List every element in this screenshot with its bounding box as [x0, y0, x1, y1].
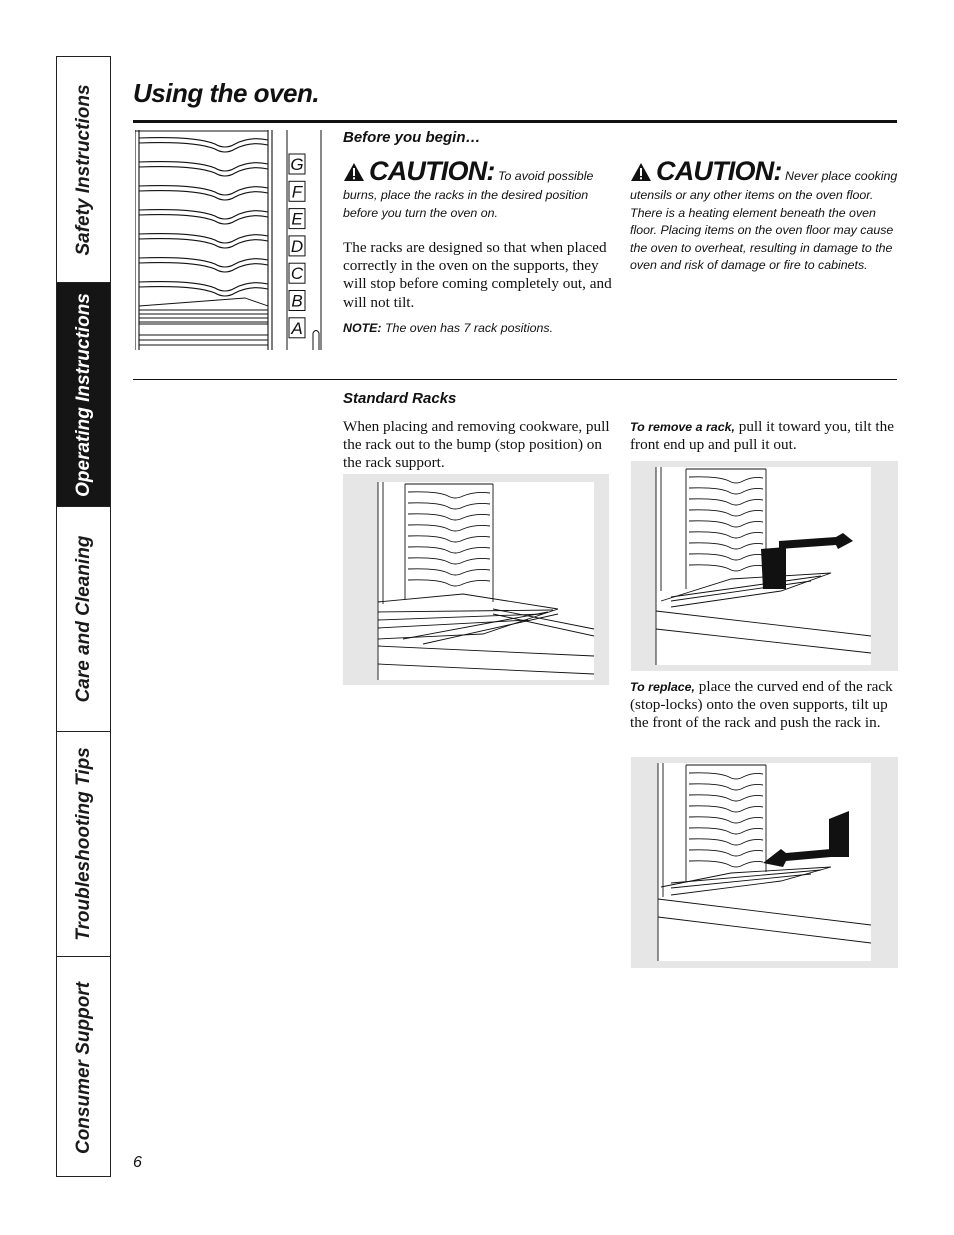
tab-safety-instructions[interactable]	[57, 57, 110, 283]
rack-positions-illustration	[135, 128, 325, 353]
rack-support-ridge	[139, 138, 268, 152]
page-number: 6	[133, 1154, 142, 1171]
section-divider	[133, 379, 897, 380]
caution-text-oven-floor	[630, 156, 902, 274]
note-label: NOTE:	[343, 321, 382, 335]
warning-triangle-icon	[630, 162, 652, 187]
oven-rack-replace-figure	[631, 757, 898, 968]
caution-oven-floor	[630, 156, 902, 274]
tab-consumer-support[interactable]	[57, 957, 110, 1178]
rack-position-letter: D	[290, 236, 304, 256]
standard-racks-description: When placing and removing cookware, pull the rack out to the bump (stop position) on the rack support.	[343, 418, 610, 472]
section-tabs	[56, 56, 111, 1177]
title-rule	[133, 120, 897, 123]
rack-position-letter: B	[291, 291, 303, 311]
remove-rack-instructions	[630, 418, 900, 454]
caution-label: CAUTION:	[656, 156, 782, 186]
remove-rack-text: pull it toward you, tilt the front end up and pull it out.	[630, 418, 894, 454]
replace-rack-lead: To replace,	[630, 680, 695, 694]
page-title: Using the oven.	[133, 78, 320, 108]
caution-burns	[343, 156, 615, 222]
rack-support-ridge	[139, 234, 268, 248]
replace-rack-illustration	[631, 757, 898, 968]
rack-position-letter: E	[291, 209, 303, 229]
tab-operating-instructions[interactable]	[57, 283, 110, 507]
rack-position-letter: C	[290, 264, 304, 284]
rack-position-letter: F	[291, 182, 303, 202]
caution-label: CAUTION:	[369, 156, 495, 186]
rack-support-ridge	[139, 282, 268, 296]
tab-troubleshooting-tips[interactable]	[57, 732, 110, 957]
oven-rack-remove-figure	[631, 461, 898, 671]
section-heading-standard-racks: Standard Racks	[343, 390, 457, 407]
tab-label: Consumer Support	[72, 981, 94, 1154]
rack-support-ridge	[139, 210, 268, 224]
warning-triangle-icon	[343, 162, 365, 187]
tab-label: Safety Instructions	[72, 83, 94, 256]
rack-position-letter: G	[290, 155, 304, 174]
note-text: The oven has 7 rack positions.	[381, 321, 554, 335]
tab-label: Operating Instructions	[72, 292, 94, 497]
section-heading-before-you-begin: Before you begin…	[343, 129, 481, 146]
tab-care-and-cleaning[interactable]	[57, 507, 110, 732]
rack-support-ridge	[139, 162, 268, 176]
tab-label: Care and Cleaning	[72, 535, 94, 703]
caution-text-burns	[343, 156, 615, 222]
caution-text-first: To avoid possible	[498, 169, 594, 183]
rack-position-letter: A	[291, 318, 303, 338]
rack-note	[343, 320, 615, 337]
oven-rack-diagram	[135, 128, 325, 353]
rack-stop-position-illustration	[343, 474, 609, 685]
tab-label: Troubleshooting Tips	[72, 747, 94, 941]
remove-rack-illustration	[631, 461, 898, 671]
remove-rack-lead: To remove a rack,	[630, 420, 735, 434]
caution-text-rest: utensils or any other items on the oven floor. There is a heating element beneath the oven floor. Placing items on the oven floor may cause the oven to overheat, resulting in damage to the oven and risk of damage or fire to cabinets.	[630, 188, 894, 273]
replace-rack-instructions	[630, 678, 900, 733]
caution-text-first: Never place cooking	[785, 169, 898, 183]
rack-support-ridge	[139, 258, 268, 272]
replace-rack-text: place the curved end of the rack (stop-locks) onto the oven supports, tilt up the front of the rack and push the rack in.	[630, 678, 893, 732]
oven-rack-pulled-out-figure	[343, 474, 609, 685]
rack-support-ridge	[139, 186, 268, 200]
caution-text-rest: burns, place the racks in the desired position before you turn the oven on.	[343, 188, 589, 220]
racks-description: The racks are designed so that when placed correctly in the oven on the supports, they will stop before coming completely out, and will not tilt.	[343, 239, 612, 311]
